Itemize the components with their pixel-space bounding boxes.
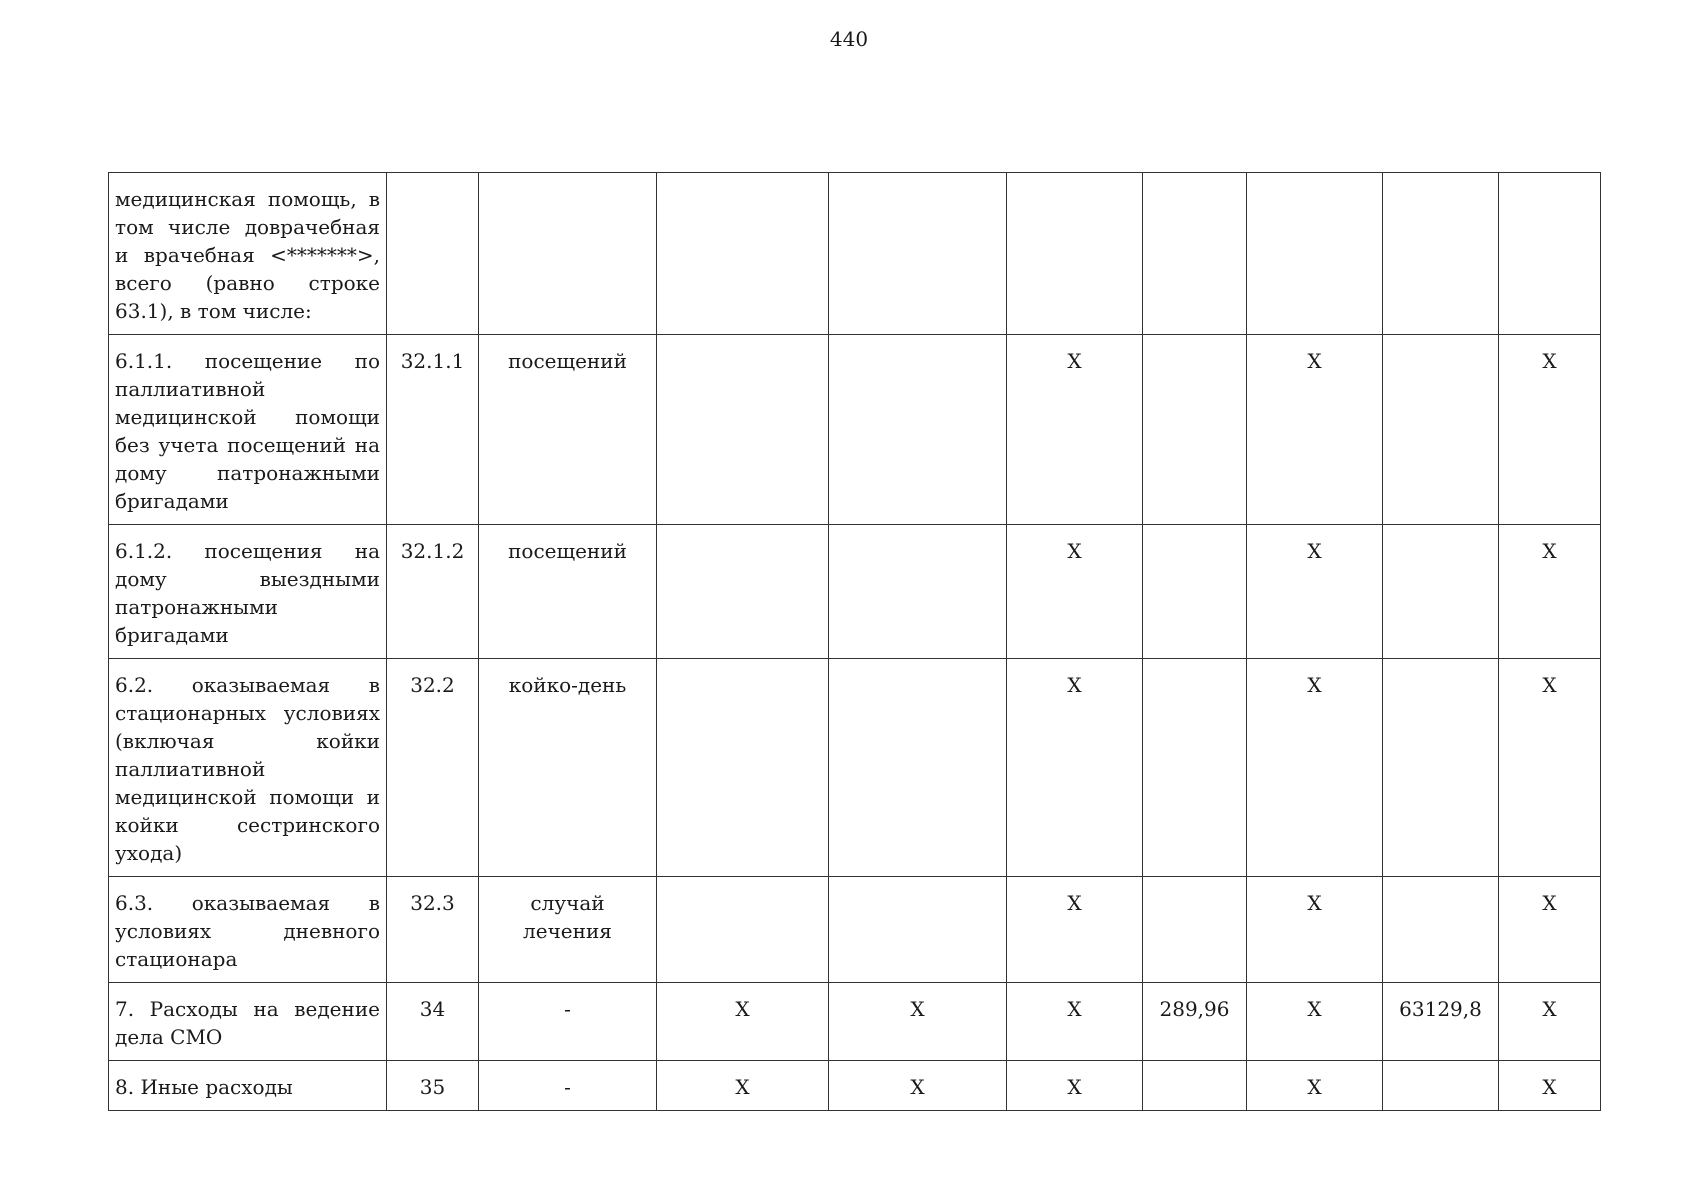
row-value-cell: X xyxy=(1499,525,1601,659)
row-value-cell: X xyxy=(1007,525,1143,659)
row-value-cell: X xyxy=(1247,877,1383,983)
row-unit-cell: - xyxy=(479,983,657,1061)
row-value-cell xyxy=(657,335,829,525)
row-value-cell xyxy=(1143,525,1247,659)
row-code-cell: 35 xyxy=(387,1061,479,1111)
row-value-cell xyxy=(657,173,829,335)
row-value-cell: 63129,8 xyxy=(1383,983,1499,1061)
row-name-cell: 6.1.1. посещение по паллиативной медицинской помощи без учета посещений на дому патронажными бригадами xyxy=(109,335,387,525)
data-table xyxy=(108,172,1601,1111)
row-value-cell xyxy=(829,659,1007,877)
row-value-cell: X xyxy=(1499,983,1601,1061)
row-value-cell: X xyxy=(657,1061,829,1111)
row-value-cell: X xyxy=(1247,525,1383,659)
row-value-cell xyxy=(829,173,1007,335)
row-value-cell xyxy=(1383,877,1499,983)
row-value-cell xyxy=(829,525,1007,659)
row-code-cell: 32.3 xyxy=(387,877,479,983)
row-code-cell: 32.1.2 xyxy=(387,525,479,659)
row-unit-cell: - xyxy=(479,1061,657,1111)
row-value-cell xyxy=(1383,1061,1499,1111)
row-value-cell: 289,96 xyxy=(1143,983,1247,1061)
row-value-cell: X xyxy=(1007,983,1143,1061)
table-row xyxy=(109,1061,1601,1111)
row-value-cell xyxy=(1383,659,1499,877)
row-value-cell: X xyxy=(1007,877,1143,983)
table-row xyxy=(109,877,1601,983)
row-unit-cell xyxy=(479,173,657,335)
row-value-cell xyxy=(657,525,829,659)
row-value-cell xyxy=(1007,173,1143,335)
table-row xyxy=(109,335,1601,525)
row-value-cell: X xyxy=(1499,877,1601,983)
row-unit-cell: случай лечения xyxy=(479,877,657,983)
row-value-cell: X xyxy=(829,983,1007,1061)
row-value-cell: X xyxy=(1007,659,1143,877)
row-value-cell: X xyxy=(1247,335,1383,525)
row-value-cell: X xyxy=(829,1061,1007,1111)
row-value-cell xyxy=(1499,173,1601,335)
row-value-cell xyxy=(829,877,1007,983)
row-code-cell: 34 xyxy=(387,983,479,1061)
row-value-cell xyxy=(1143,877,1247,983)
row-unit-cell: посещений xyxy=(479,335,657,525)
row-name-cell: 6.2. оказываемая в стационарных условиях (включая койки паллиативной медицинской помощи и койки сестринского ухода) xyxy=(109,659,387,877)
row-value-cell xyxy=(1383,525,1499,659)
row-value-cell: X xyxy=(1499,335,1601,525)
table-row xyxy=(109,983,1601,1061)
row-value-cell xyxy=(829,335,1007,525)
page-number: 440 xyxy=(829,27,869,51)
row-value-cell: X xyxy=(1007,1061,1143,1111)
table-row xyxy=(109,525,1601,659)
row-value-cell xyxy=(1383,335,1499,525)
row-code-cell xyxy=(387,173,479,335)
row-value-cell: X xyxy=(657,983,829,1061)
row-value-cell: X xyxy=(1007,335,1143,525)
row-value-cell: X xyxy=(1247,983,1383,1061)
row-value-cell xyxy=(1247,173,1383,335)
table-row xyxy=(109,173,1601,335)
row-value-cell xyxy=(1143,173,1247,335)
row-name-cell: 7. Расходы на ведение дела СМО xyxy=(109,983,387,1061)
row-name-cell: 6.3. оказываемая в условиях дневного стационара xyxy=(109,877,387,983)
row-code-cell: 32.1.1 xyxy=(387,335,479,525)
row-value-cell xyxy=(1143,1061,1247,1111)
row-value-cell: X xyxy=(1499,659,1601,877)
row-unit-cell: койко-день xyxy=(479,659,657,877)
row-code-cell: 32.2 xyxy=(387,659,479,877)
row-value-cell xyxy=(1143,335,1247,525)
row-value-cell xyxy=(657,877,829,983)
row-value-cell: X xyxy=(1499,1061,1601,1111)
row-value-cell: X xyxy=(1247,659,1383,877)
row-unit-cell: посещений xyxy=(479,525,657,659)
row-value-cell xyxy=(1383,173,1499,335)
row-name-cell: медицинская помощь, в том числе доврачебная и врачебная <*******>, всего (равно строке 63.1), в том числе: xyxy=(109,173,387,335)
row-value-cell xyxy=(1143,659,1247,877)
row-name-cell: 6.1.2. посещения на дому выездными патронажными бригадами xyxy=(109,525,387,659)
row-value-cell: X xyxy=(1247,1061,1383,1111)
row-name-cell: 8. Иные расходы xyxy=(109,1061,387,1111)
table-row xyxy=(109,659,1601,877)
row-value-cell xyxy=(657,659,829,877)
